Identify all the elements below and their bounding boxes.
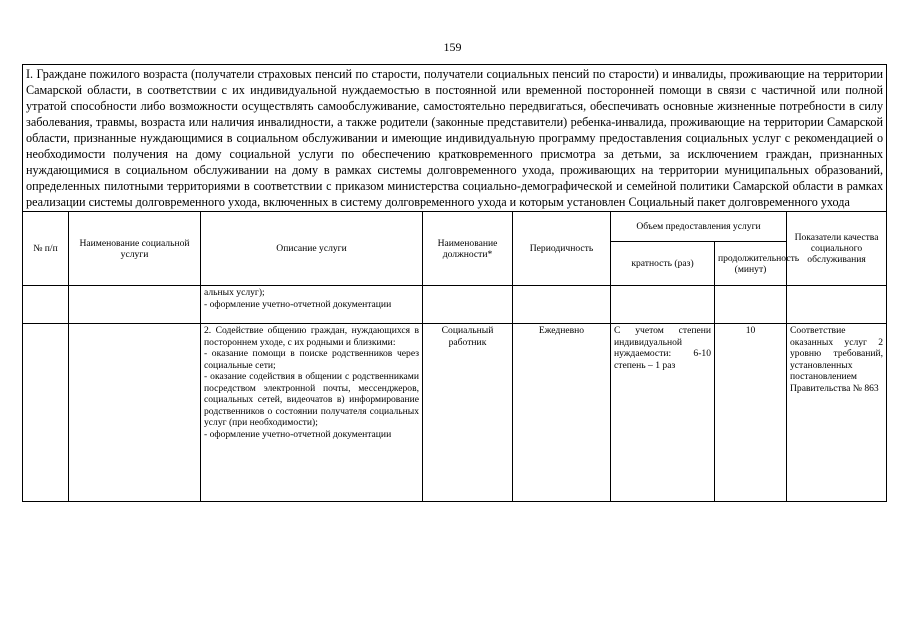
row-description — [201, 324, 423, 502]
header-periodicity: Периодичность — [513, 212, 611, 286]
header-row-1 — [23, 212, 887, 242]
row-quality — [787, 286, 887, 324]
row-periodicity — [513, 286, 611, 324]
row-multiplicity — [611, 286, 715, 324]
header-quality: Показатели качества социального обслуживания — [787, 212, 887, 286]
section-title: I. Граждане пожилого возраста (получатели страховых пенсий по старости, получатели социальных пенсий по старости) и инвалиды, проживающие на территории Самарской области, в соответствии с их индивидуальной нуждаемостью в постоянной или временной посторонней помощи в связи с частичной или полной утратой способности либо возможности осуществлять самообслуживание, самостоятельно передвигаться, обеспечивать основные жизненные потребности в силу заболевания, травмы, возраста или наличия инвалидности, а также родители (законные представители) ребенка-инвалида, проживающие на территории Самарской области, признанные нуждающимися в социальном обслуживании и имеющие индивидуальную программу предоставления социальных услуг с рекомендацией о необходимости получения на дому социальной услуги по обеспечению кратковременного присмотра за детьми, за исключением граждан, признанных нуждающимися в социальном обслуживании на дому в рамках системы долговременного ухода, проживающих на территории муниципальных образований, определенных пилотными территориями в соответствии с приказом министерства социально-демографической и семейной политики Самарской области в рамках реализации системы долговременного ухода, включенных в систему долговременного ухода и которым установлен Социальный пакет долговременного ухода — [23, 65, 887, 212]
row-duration: 10 — [715, 324, 787, 502]
row-position — [423, 286, 513, 324]
services-table — [22, 64, 887, 502]
row-position: Социальный работник — [423, 324, 513, 502]
row-periodicity: Ежедневно — [513, 324, 611, 502]
row-num — [23, 324, 69, 502]
section-title-row — [23, 65, 887, 212]
table-row — [23, 286, 887, 324]
description-line: - оформление учетно-отчетной документации — [204, 298, 392, 310]
header-service-name: Наименование социальной услуги — [69, 212, 201, 286]
description-line: - оказание содействия в общении с родственниками посредством электронной почты, мессенджеров, социальных сетей, видеочатов в) информирование родственников о состоянии получателя социальных услуг (при необходимости); — [204, 371, 419, 428]
header-num: № п/п — [23, 212, 69, 286]
header-position: Наименование должности* — [423, 212, 513, 286]
row-multiplicity: С учетом степени индивидуальной нуждаемости: 6-10 степень – 1 раз — [611, 324, 715, 502]
description-line: - оформление учетно-отчетной документации — [204, 428, 392, 440]
row-num — [23, 286, 69, 324]
header-duration: продолжительность (минут) — [715, 242, 787, 286]
row-description — [201, 286, 423, 324]
row-quality: Соответствие оказанных услуг 2 уровню требований, установленных постановлением Правительства № 863 — [787, 324, 887, 502]
header-multiplicity: кратность (раз) — [611, 242, 715, 286]
row-duration — [715, 286, 787, 324]
row-service-name — [69, 286, 201, 324]
description-line: - оказание помощи в поиске родственников через социальные сети; — [204, 348, 419, 371]
table-row — [23, 324, 887, 502]
description-line: альных услуг); — [204, 287, 265, 298]
row-service-name — [69, 324, 201, 502]
header-volume: Объем предоставления услуги — [611, 212, 787, 242]
description-line: 2. Содействие общению граждан, нуждающихся в постороннем уходе, с их родными и близкими: — [204, 325, 419, 348]
page-number: 159 — [443, 40, 462, 54]
header-description: Описание услуги — [201, 212, 423, 286]
